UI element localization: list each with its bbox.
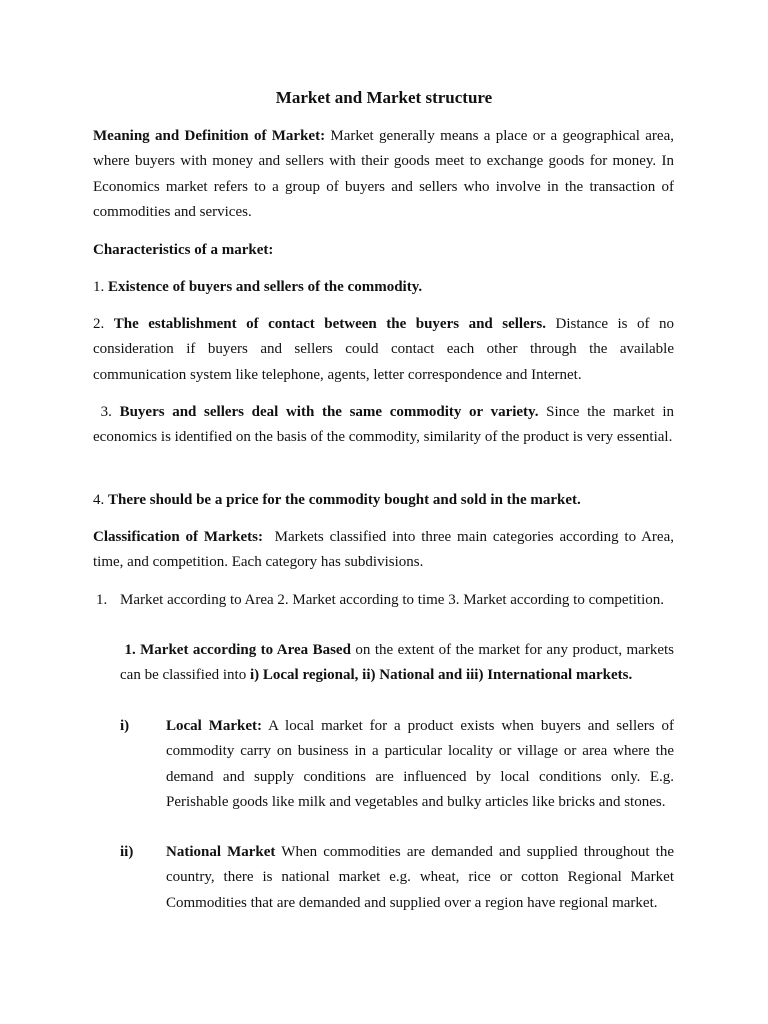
characteristic-item-2 [93,312,674,388]
characteristic-bold: Existence of buyers and sellers of the commodity. [108,279,423,295]
characteristic-text: Distance is of no consideration if buyers and sellers could contact each other through the available communication system like telephone, agents, letter correspondence and Internet. [93,316,675,383]
national-market-text: When commodities are demanded and supplied throughout the country, there is national market e.g. wheat, rice or cotton Regional Market Commodities that are demanded and supplied over a region have regional market. [166,844,674,911]
roman-marker-ii: ii) [120,844,134,860]
market-types-text: Market according to Area 2. Market according to time 3. Market according to competition. [120,592,664,608]
classification-text: Markets classified into three main categories according to Area, time, and competition. Each category has subdivisions. [93,529,678,571]
roman-marker-i: i) [120,718,130,734]
area-lead: 1. Market according to Area Based [120,642,351,658]
list-number: 1. [96,592,108,608]
characteristic-num: 1. [93,279,108,295]
area-text: on the extent of the market for any product, markets can be classified into [120,642,678,684]
characteristic-bold: The establishment of contact between the buyers and sellers. [113,316,547,332]
national-market-heading: National Market [166,844,276,860]
characteristics-heading: Characteristics of a market: [93,242,274,258]
characteristic-text: Since the market in economics is identified on the basis of the commodity, similarity of the product is very essential. [93,404,678,446]
area-paragraph [120,638,678,689]
characteristic-num: 3. [93,404,120,420]
classification-paragraph [93,525,678,576]
area-bold-tail: i) Local regional, ii) National and iii) International markets. [249,667,633,684]
meaning-text: Market generally means a place or a geographical area, where buyers with money and sellers with their goods meet to exchange goods for money. In Economics market refers to a group of buyers and sellers who involve in the transaction of commodities and services. [93,128,674,220]
characteristic-num: 2. [93,316,114,332]
characteristic-item-3 [93,400,678,451]
characteristic-bold: Buyers and sellers deal with the same commodity or variety. [119,404,539,420]
document-title: Market and Market structure [275,88,493,107]
characteristic-item-1 [93,275,674,300]
local-market-paragraph [166,714,674,815]
characteristic-item-4 [93,488,674,513]
characteristic-bold: There should be a price for the commodity bought and sold in the market. [108,492,581,508]
meaning-paragraph [93,124,674,225]
meaning-heading: Meaning and Definition of Market: [93,128,326,144]
national-market-paragraph [166,840,674,916]
characteristic-num: 4. [93,492,108,508]
classification-heading: Classification of Markets: [93,529,263,545]
local-market-heading: Local Market: [166,718,263,734]
local-market-text: A local market for a product exists when buyers and sellers of commodity carry on business in a particular locality or village or area where the demand and supply conditions are influenced by local conditions only. E.g. Perishable goods like milk and vegetables and bulky articles like bricks and stones. [166,718,674,810]
